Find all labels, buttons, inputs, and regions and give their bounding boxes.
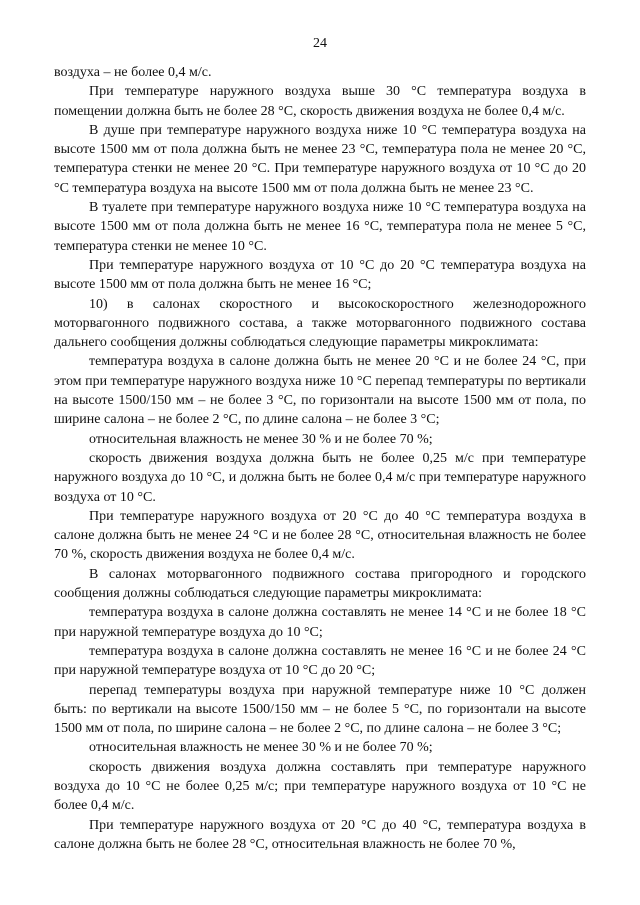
paragraph: скорость движения воздуха должна быть не более 0,25 м/с при температуре наружного воздуха до 10 °С, и должна быть не более 0,4 м/с при температуре наружного воздуха от 10 °С.	[54, 450, 586, 505]
paragraph: воздуха – не более 0,4 м/с.	[54, 65, 212, 80]
paragraph: относительная влажность не менее 30 % и не более 70 %;	[89, 431, 433, 447]
paragraph: В душе при температуре наружного воздуха ниже 10 °С температура воздуха на высоте 1500 мм от пола должна быть не менее 23 °С, температура пола не менее 20 °С, температура стенки не менее 20 °С. При температуре наружного воздуха от 10 °С до 20 °С температура воздуха на высоте 1500 мм от пола должна быть не менее 23 °С.	[54, 122, 586, 196]
paragraph: относительная влажность не менее 30 % и не более 70 %;	[89, 740, 433, 756]
paragraph: В туалете при температуре наружного воздуха ниже 10 °С температура воздуха на высоте 1500 мм от пола должна быть не менее 16 °С, температура пола не менее 5 °С, температура стенки не менее 10 °С.	[54, 200, 586, 254]
paragraph: При температуре наружного воздуха от 10 °С до 20 °С температура воздуха на высоте 1500 мм от пола должна быть не менее 16 °С;	[54, 257, 586, 293]
page-number: 24	[313, 36, 327, 51]
paragraph: перепад температуры воздуха при наружной температуре ниже 10 °С должен быть: по вертикали на высоте 1500/150 мм – не более 5 °С, по горизонтали на высоте 1500 мм от пола, по ширине салона – не более 2 °С, по длине салона – не более 3 °С;	[54, 682, 586, 737]
paragraph: При температуре наружного воздуха выше 30 °С температура воздуха в помещении должна быть не более 28 °С, скорость движения воздуха не более 0,4 м/с.	[54, 84, 586, 119]
paragraph: температура воздуха в салоне должна составлять не менее 16 °С и не более 24 °С при наружной температуре воздуха от 10 °С до 20 °С;	[54, 643, 586, 679]
paragraph: 10) в салонах скоростного и высокоскоростного железнодорожного моторвагонного подвижного состава, а также моторвагонного подвижного состава дальнего сообщения должны соблюдаться следующие параметры микроклимата:	[54, 296, 586, 351]
paragraph: При температуре наружного воздуха от 20 °С до 40 °С температура воздуха в салоне должна быть не менее 24 °С и не более 28 °С, относительная влажность не более 70 %, скорость движения воздуха не более 0,4 м/с.	[54, 508, 586, 563]
paragraph: В салонах моторвагонного подвижного состава пригородного и городского сообщения должны соблюдаться следующие параметры микроклимата:	[54, 566, 586, 602]
paragraph: температура воздуха в салоне должна быть не менее 20 °С и не более 24 °С, при этом при температуре наружного воздуха ниже 10 °С перепад температуры по вертикали на высоте 1500/150 мм – не более 3 °С, по горизонтали на высоте 1500 мм от пола, по ширине салона – не более 2 °С, по длине салона – не более 3 °С;	[54, 354, 586, 428]
paragraph: скорость движения воздуха должна составлять при температуре наружного воздуха до 10 °С не более 0,25 м/с; при температуре наружного воздуха от 10 °С не более 0,4 м/с.	[54, 759, 586, 814]
paragraph: При температуре наружного воздуха от 20 °С до 40 °С, температура воздуха в салоне должна быть не более 28 °С, относительная влажность не более 70 %,	[54, 817, 586, 852]
document-body	[54, 63, 586, 854]
paragraph: температура воздуха в салоне должна составлять не менее 14 °С и не более 18 °С при наружной температуре воздуха до 10 °С;	[54, 605, 586, 640]
